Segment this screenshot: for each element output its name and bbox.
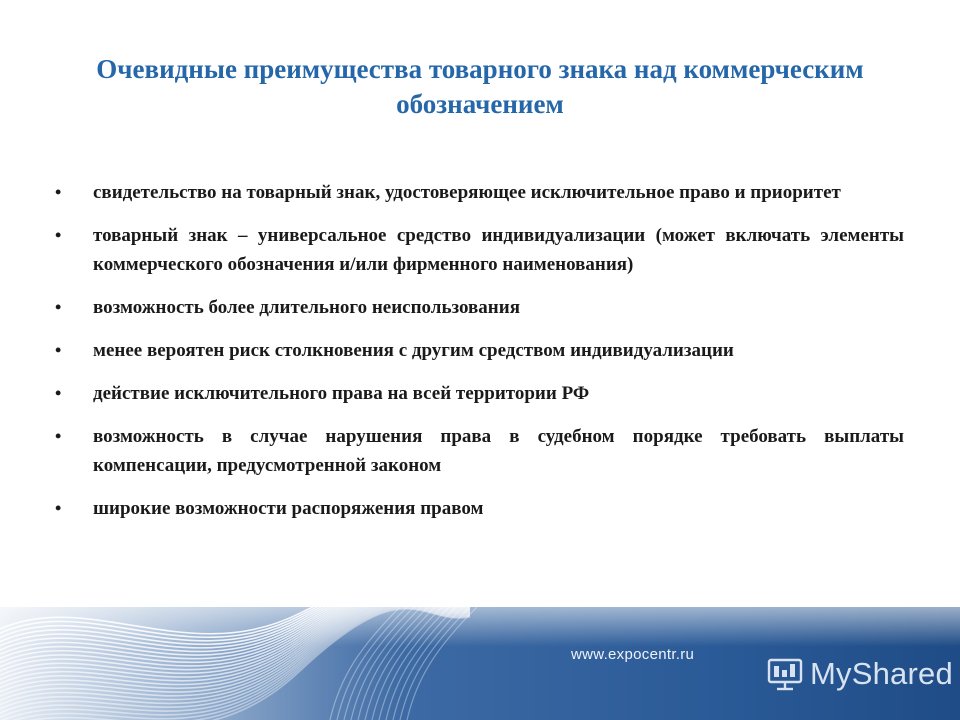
bullet-dot-icon: • xyxy=(55,297,62,317)
slide-title: Очевидные преимущества товарного знака над коммерческим обозначением xyxy=(96,54,864,119)
bullet-text: товарный знак – универсальное средство индивидуализации (может включать элементы коммерческого обозначения и/или фирменного наименования) xyxy=(93,225,904,275)
bullet-dot-icon: • xyxy=(55,182,62,202)
bullet-item xyxy=(52,494,904,523)
bullet-text: действие исключительного права на всей территории РФ xyxy=(93,383,590,404)
bullet-item xyxy=(52,422,904,480)
bullet-item xyxy=(52,379,904,408)
bullet-item xyxy=(52,293,904,322)
bullet-text: свидетельство на товарный знак, удостоверяющее исключительное право и приоритет xyxy=(93,182,841,203)
projector-screen-icon xyxy=(766,655,804,693)
bullet-text: менее вероятен риск столкновения с другим средством индивидуализации xyxy=(93,340,734,361)
bullet-dot-icon: • xyxy=(55,383,62,403)
bullet-list xyxy=(52,178,904,537)
bullet-item xyxy=(52,336,904,365)
bullet-item xyxy=(52,178,904,207)
brand-logo xyxy=(766,652,953,696)
footer-url: www.expocentr.ru xyxy=(571,646,695,663)
bullet-text: возможность в случае нарушения права в судебном порядке требовать выплаты компенсации, предусмотренной законом xyxy=(93,426,904,476)
bullet-dot-icon: • xyxy=(55,426,62,446)
brand-name: MyShared xyxy=(810,656,953,691)
bullet-text: возможность более длительного неиспользования xyxy=(93,297,520,318)
bullet-dot-icon: • xyxy=(55,225,62,245)
bullet-text: широкие возможности распоряжения правом xyxy=(93,498,484,519)
bullet-dot-icon: • xyxy=(55,340,62,360)
bullet-dot-icon: • xyxy=(55,498,62,518)
bullet-item xyxy=(52,221,904,279)
